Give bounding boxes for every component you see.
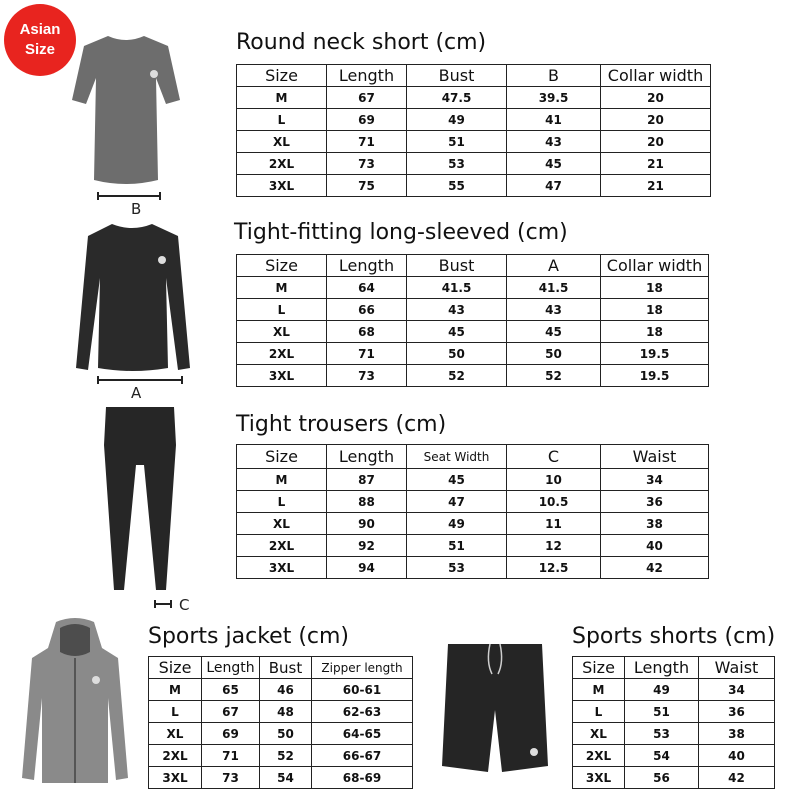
cell-collar-width: 19.5	[601, 343, 709, 365]
cell-bust: 45	[407, 321, 507, 343]
cell-length: 68	[327, 321, 407, 343]
cell-seat-width: 53	[407, 557, 507, 579]
cell-size: XL	[237, 513, 327, 535]
table-row	[237, 153, 711, 175]
header-collar-width: Collar width	[601, 255, 709, 277]
header-size: Size	[149, 657, 202, 679]
cell-size: 3XL	[149, 767, 202, 789]
sports-shorts-image	[440, 640, 550, 776]
cell-bust: 48	[260, 701, 312, 723]
cell-size: M	[237, 277, 327, 299]
cell-bust: 51	[407, 131, 507, 153]
measure-label-c: C	[179, 596, 190, 614]
cell-length: 92	[327, 535, 407, 557]
header-bust: Bust	[407, 65, 507, 87]
cell-bust: 54	[260, 767, 312, 789]
cell-b: 39.5	[507, 87, 601, 109]
table-row	[237, 343, 709, 365]
cell-size: XL	[149, 723, 202, 745]
table-row	[237, 557, 709, 579]
cell-bust: 55	[407, 175, 507, 197]
cell-length: 64	[327, 277, 407, 299]
table-row	[237, 491, 709, 513]
measure-line-b	[98, 195, 160, 197]
header-length: Length	[327, 445, 407, 469]
header-zipper-length: Zipper length	[312, 657, 413, 679]
cell-b: 47	[507, 175, 601, 197]
cell-size: 2XL	[573, 745, 625, 767]
header-length: Length	[202, 657, 260, 679]
cell-length: 69	[327, 109, 407, 131]
cell-collar-width: 18	[601, 299, 709, 321]
table-row	[149, 745, 413, 767]
cell-zipper-length: 60-61	[312, 679, 413, 701]
cell-collar-width: 20	[601, 131, 711, 153]
cell-length: 88	[327, 491, 407, 513]
header-waist: Waist	[699, 657, 775, 679]
tight-trousers-image	[100, 405, 180, 595]
cell-length: 67	[202, 701, 260, 723]
cell-waist: 40	[601, 535, 709, 557]
cell-zipper-length: 66-67	[312, 745, 413, 767]
trousers-title: Tight trousers (cm)	[236, 412, 447, 437]
cell-zipper-length: 68-69	[312, 767, 413, 789]
cell-length: 51	[625, 701, 699, 723]
trousers-size-table	[236, 444, 709, 579]
cell-waist: 42	[601, 557, 709, 579]
cell-c: 12.5	[507, 557, 601, 579]
table-row	[237, 175, 711, 197]
cell-a: 52	[507, 365, 601, 387]
cell-length: 69	[202, 723, 260, 745]
table-row	[573, 701, 775, 723]
cell-bust: 49	[407, 109, 507, 131]
cell-waist: 34	[601, 469, 709, 491]
cell-waist: 38	[699, 723, 775, 745]
cell-waist: 40	[699, 745, 775, 767]
cell-waist: 36	[699, 701, 775, 723]
table-row	[149, 723, 413, 745]
cell-seat-width: 51	[407, 535, 507, 557]
cell-a: 45	[507, 321, 601, 343]
header-waist: Waist	[601, 445, 709, 469]
cell-collar-width: 19.5	[601, 365, 709, 387]
cell-size: XL	[237, 321, 327, 343]
table-row	[237, 87, 711, 109]
cell-collar-width: 18	[601, 321, 709, 343]
table-row	[149, 679, 413, 701]
cell-size: M	[237, 87, 327, 109]
table-row	[573, 723, 775, 745]
cell-size: 2XL	[149, 745, 202, 767]
round-neck-size-table	[236, 64, 711, 197]
table-row	[237, 109, 711, 131]
cell-zipper-length: 62-63	[312, 701, 413, 723]
measure-label-a: A	[131, 384, 142, 402]
measure-tick-c-left	[154, 600, 156, 608]
header-collar-width: Collar width	[601, 65, 711, 87]
cell-zipper-length: 64-65	[312, 723, 413, 745]
measure-line-c	[155, 603, 171, 605]
cell-length: 71	[327, 343, 407, 365]
header-size: Size	[237, 445, 327, 469]
cell-a: 43	[507, 299, 601, 321]
cell-size: 2XL	[237, 535, 327, 557]
cell-bust: 50	[407, 343, 507, 365]
cell-bust: 52	[407, 365, 507, 387]
table-row	[237, 469, 709, 491]
header-length: Length	[327, 255, 407, 277]
table-row	[237, 513, 709, 535]
table-row	[237, 535, 709, 557]
cell-waist: 42	[699, 767, 775, 789]
header-size: Size	[237, 255, 327, 277]
cell-length: 87	[327, 469, 407, 491]
cell-size: L	[237, 299, 327, 321]
header-a: A	[507, 255, 601, 277]
cell-collar-width: 20	[601, 87, 711, 109]
shorts-title: Sports shorts (cm)	[572, 624, 776, 649]
measure-line-a	[98, 379, 182, 381]
cell-collar-width: 21	[601, 153, 711, 175]
cell-b: 41	[507, 109, 601, 131]
cell-length: 73	[327, 153, 407, 175]
round-neck-title: Round neck short (cm)	[236, 30, 487, 55]
cell-c: 10.5	[507, 491, 601, 513]
table-row	[149, 701, 413, 723]
measure-tick-c-right	[170, 600, 172, 608]
cell-seat-width: 47	[407, 491, 507, 513]
cell-bust: 50	[260, 723, 312, 745]
cell-length: 53	[625, 723, 699, 745]
cell-bust: 47.5	[407, 87, 507, 109]
jacket-title: Sports jacket (cm)	[148, 624, 350, 649]
measure-tick-a-left	[97, 376, 99, 384]
cell-c: 10	[507, 469, 601, 491]
table-row	[573, 745, 775, 767]
cell-collar-width: 21	[601, 175, 711, 197]
cell-length: 75	[327, 175, 407, 197]
cell-seat-width: 49	[407, 513, 507, 535]
cell-waist: 34	[699, 679, 775, 701]
cell-size: M	[237, 469, 327, 491]
cell-size: 2XL	[237, 153, 327, 175]
shorts-size-table	[572, 656, 775, 789]
long-sleeved-size-table	[236, 254, 709, 387]
cell-collar-width: 18	[601, 277, 709, 299]
cell-length: 71	[202, 745, 260, 767]
header-bust: Bust	[407, 255, 507, 277]
cell-size: 3XL	[237, 557, 327, 579]
cell-length: 54	[625, 745, 699, 767]
cell-length: 71	[327, 131, 407, 153]
cell-bust: 41.5	[407, 277, 507, 299]
table-row	[237, 131, 711, 153]
table-row	[149, 767, 413, 789]
header-b: B	[507, 65, 601, 87]
cell-size: L	[573, 701, 625, 723]
cell-collar-width: 20	[601, 109, 711, 131]
long-sleeve-shirt-image	[68, 218, 198, 378]
sports-jacket-image	[20, 618, 130, 788]
long-sleeved-title: Tight-fitting long-sleeved (cm)	[234, 220, 568, 245]
cell-b: 45	[507, 153, 601, 175]
cell-bust: 52	[260, 745, 312, 767]
cell-seat-width: 45	[407, 469, 507, 491]
measure-tick-b-left	[97, 192, 99, 200]
cell-bust: 53	[407, 153, 507, 175]
table-row	[237, 277, 709, 299]
cell-size: 3XL	[237, 175, 327, 197]
cell-length: 66	[327, 299, 407, 321]
table-row	[237, 299, 709, 321]
cell-bust: 43	[407, 299, 507, 321]
cell-length: 73	[202, 767, 260, 789]
table-row	[573, 767, 775, 789]
cell-c: 11	[507, 513, 601, 535]
cell-size: M	[149, 679, 202, 701]
header-size: Size	[573, 657, 625, 679]
cell-length: 56	[625, 767, 699, 789]
cell-size: XL	[237, 131, 327, 153]
header-seat-width: Seat Width	[407, 445, 507, 469]
cell-waist: 38	[601, 513, 709, 535]
cell-a: 50	[507, 343, 601, 365]
header-c: C	[507, 445, 601, 469]
cell-size: 3XL	[237, 365, 327, 387]
cell-bust: 46	[260, 679, 312, 701]
header-length: Length	[625, 657, 699, 679]
cell-length: 65	[202, 679, 260, 701]
cell-size: XL	[573, 723, 625, 745]
cell-size: L	[237, 109, 327, 131]
table-row	[237, 321, 709, 343]
cell-a: 41.5	[507, 277, 601, 299]
table-row	[573, 679, 775, 701]
badge-line1: Asian	[19, 21, 61, 38]
table-row	[237, 365, 709, 387]
cell-size: L	[237, 491, 327, 513]
cell-length: 73	[327, 365, 407, 387]
cell-size: M	[573, 679, 625, 701]
cell-length: 67	[327, 87, 407, 109]
header-length: Length	[327, 65, 407, 87]
cell-b: 43	[507, 131, 601, 153]
cell-length: 94	[327, 557, 407, 579]
cell-waist: 36	[601, 491, 709, 513]
cell-size: 3XL	[573, 767, 625, 789]
header-bust: Bust	[260, 657, 312, 679]
cell-length: 49	[625, 679, 699, 701]
jacket-size-table	[148, 656, 413, 789]
cell-c: 12	[507, 535, 601, 557]
measure-label-b: B	[131, 200, 142, 218]
measure-tick-a-right	[181, 376, 183, 384]
badge-line2: Size	[24, 41, 55, 58]
asian-size-badge	[4, 4, 76, 76]
measure-tick-b-right	[159, 192, 161, 200]
cell-size: 2XL	[237, 343, 327, 365]
cell-size: L	[149, 701, 202, 723]
short-sleeve-shirt-image	[70, 30, 182, 190]
cell-length: 90	[327, 513, 407, 535]
header-size: Size	[237, 65, 327, 87]
